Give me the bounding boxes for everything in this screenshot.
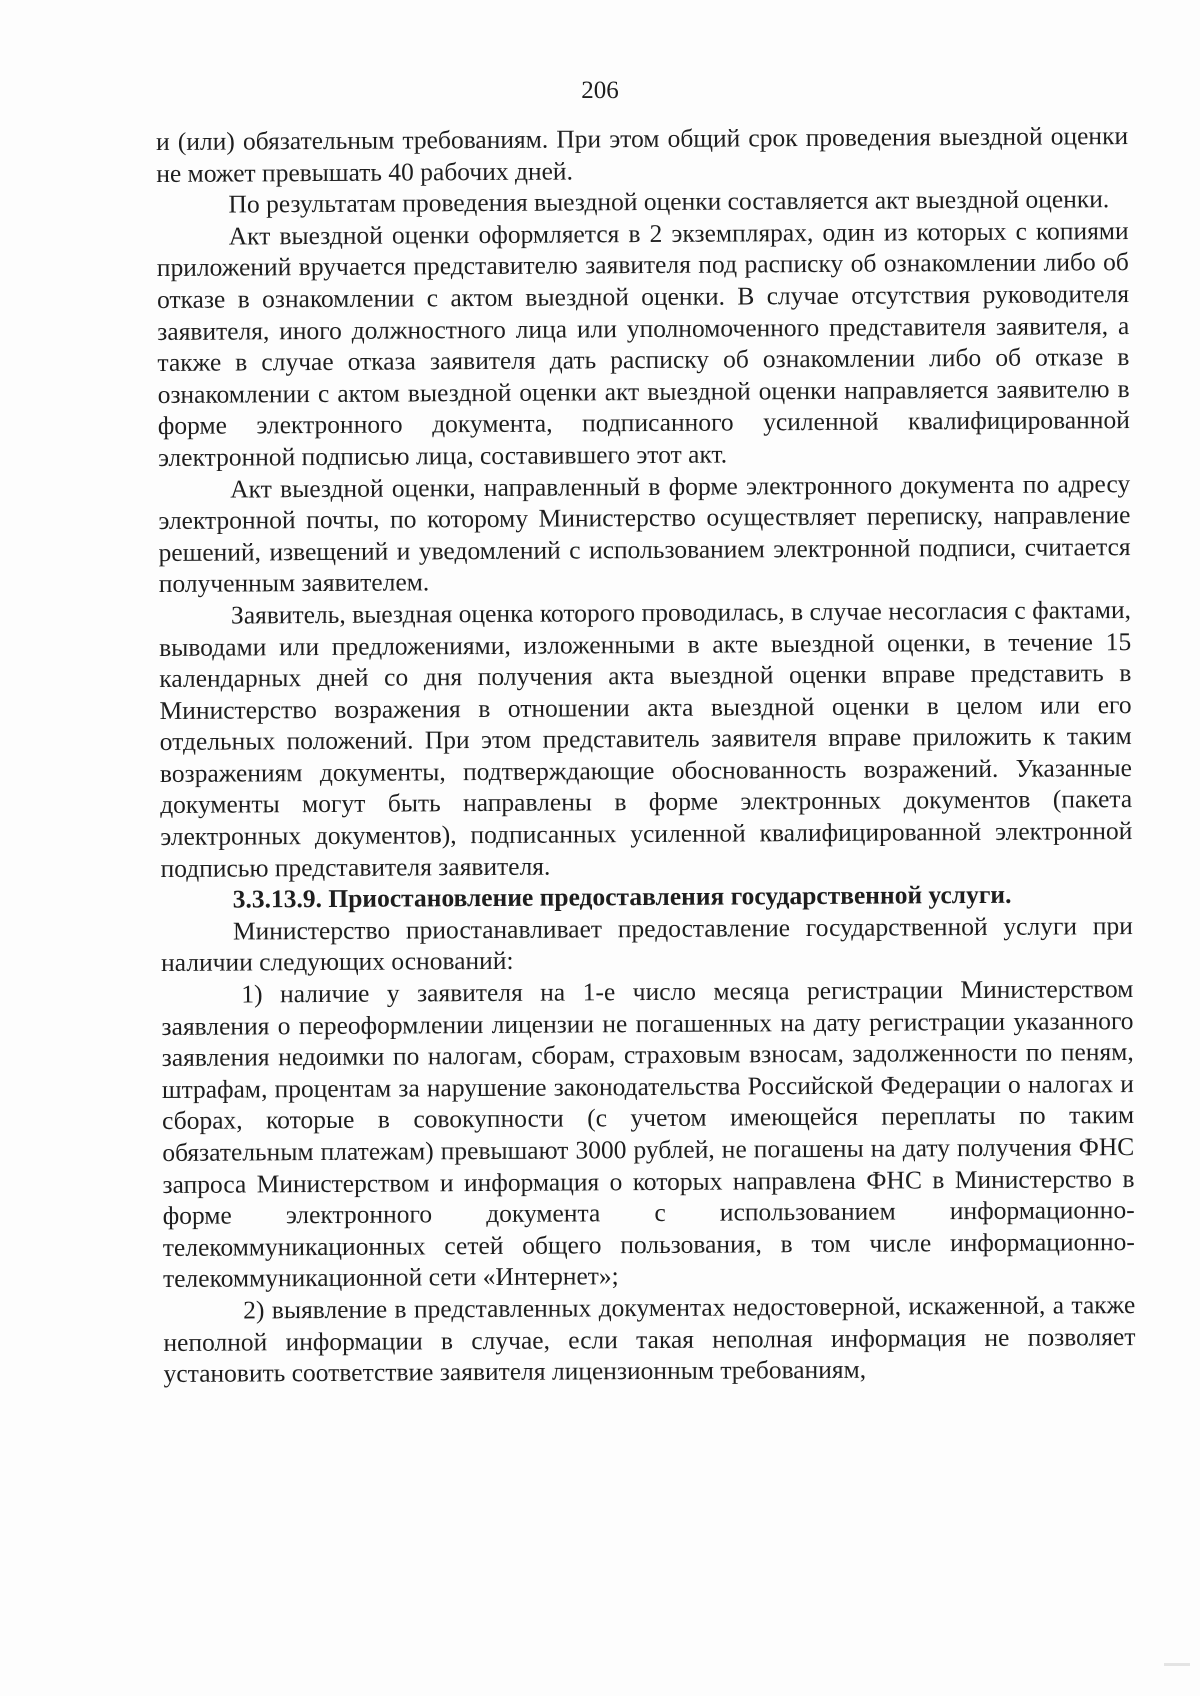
list-item-1: 1) наличие у заявителя на 1-е число месяца регистрации Министерством заявления о переоформлении лицензии не погашенных на дату регистрации указанного заявления недоимки по налогам, сборам, страховым взносам, задолженности по пеням, штрафам, процентам за нарушение законодательства Российской Федерации о налогах и сборах, которые в совокупности (с учетом имеющейся переплаты по таким обязательным платежам) превышают 3000 рублей, не погашены на дату получения ФНС запроса Министерством и информация о которых направлена ФНС в Министерство в форме электронного документа с использованием информационно-телекоммуникационных сетей общего пользования, в том числе информационно-телекоммуникационной сети «Интернет»; — [161, 974, 1135, 1294]
page-number: 206 — [581, 77, 619, 104]
section-heading: 3.3.13.9. Приостановление предоставления государственной услуги. — [232, 880, 1012, 914]
list-item-2: 2) выявление в представленных документах недостоверной, искаженной, а также неполной информации в случае, если такая неполная информация не позволяет установить соответствие заявителя лицензионным требованиям, — [163, 1290, 1136, 1389]
paragraph-suspension-grounds: Министерство приостанавливает предоставление государственной услуги при наличии следующих оснований: — [161, 910, 1133, 978]
paragraph-act-email: Акт выездной оценки, направленный в форме электронного документа по адресу электронной почты, по которому Министерство осуществляет переписку, направление решений, извещений и уведомлений с использованием электронной подписи, считается полученным заявителем. — [158, 468, 1131, 599]
scan-artifact — [1164, 1663, 1190, 1666]
paragraph-act-drawn-up: По результатам проведения выездной оценки составляется акт выездной оценки. — [228, 184, 1110, 219]
paragraph-act-copies: Акт выездной оценки оформляется в 2 экземплярах, один из которых с копиями приложений вручается представителю заявителя под расписку об ознакомлении либо об отказе в ознакомлении с актом выездной оценки. В случае отсутствия руководителя заявителя, иного должностного лица или уполномоченного представителя заявителя, а также в случае отказа заявителя дать расписку об ознакомлении либо об отказе в ознакомлении с актом выездной оценки акт выездной оценки направляется заявителю в форме электронного документа, подписанного усиленной квалифицированной электронной подписью лица, составившего этот акт. — [156, 215, 1130, 472]
document-body — [156, 120, 1136, 1390]
paragraph-continuation: и (или) обязательным требованиям. При этом общий срок проведения выездной оценки не может превышать 40 рабочих дней. — [156, 121, 1129, 188]
paragraph-objections: Заявитель, выездная оценка которого проводилась, в случае несогласия с фактами, выводами или предложениями, изложенными в акте выездной оценки, в течение 15 календарных дней со дня получения акта выездной оценки вправе представить в Министерство возражения в отношении акта выездной оценки в целом или его отдельных положений. При этом представитель заявителя вправе приложить к таким возражениям документы, подтверждающие обоснованность возражений. Указанные документы могут быть направлены в форме электронных документов (пакета электронных документов), подписанных усиленной квалифицированной электронной подписью представителя заявителя. — [159, 594, 1133, 883]
